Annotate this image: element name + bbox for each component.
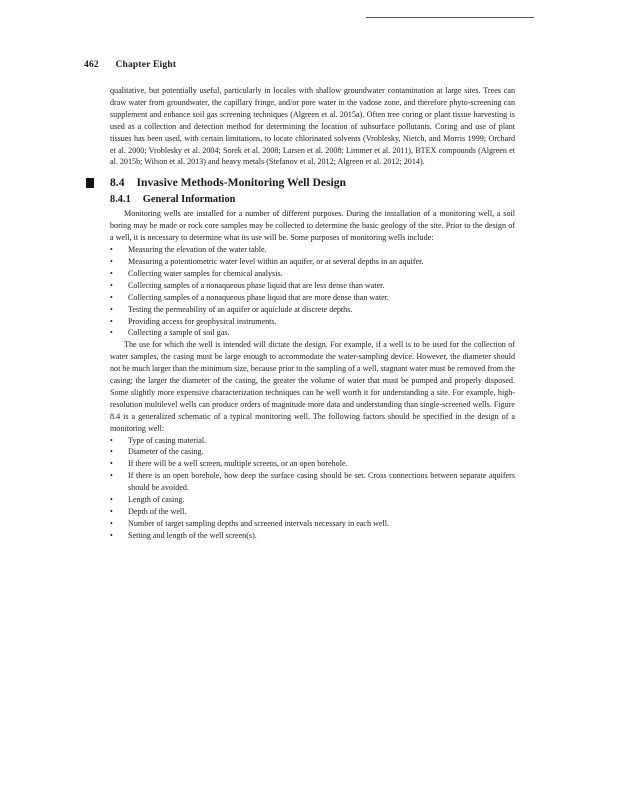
list-item-text: Length of casing. [128,495,185,505]
subsection-number: 8.4.1 [110,194,131,206]
list-item [110,530,515,542]
page-body [110,85,515,542]
list-item-text: Collecting samples of a nonaqueous phase liquid that are less dense than water. [128,280,385,290]
bullet-icon: • [110,507,113,516]
list-item [110,506,515,518]
list-item [110,304,515,316]
bullet-icon: • [110,471,113,481]
list-item [110,268,515,280]
list-item-text: Collecting samples of a nonaqueous phase liquid that are more dense than water. [128,292,389,302]
list-item-text: Depth of the well. [128,507,187,516]
list-item-text: If there will be a well screen, multiple screens, or an open borehole. [128,459,348,469]
subsection-heading [110,193,515,206]
bullet-icon: • [110,518,113,528]
list-item-text: Collecting water samples for chemical analysis. [128,268,283,278]
list-item [110,316,515,328]
design-factors-list [110,435,515,542]
subsection-title: General Information [142,194,236,206]
bullet-icon: • [110,316,113,326]
list-item [110,327,515,339]
paragraph-phyto-screening: qualitative, but potentially useful, particularly in locales with shallow groundwater contamination at large sites. Trees can draw water from groundwater, the capillary fringe, and/or pore water in the vadose zone, and therefore phyto-screening can supplement and enhance soil gas screening techniques (Algreen et al. 2015a). Often tree coring or plant tissue harvesting is used as a collection and detection method for determining the location of subsurface pollutants. Coring and use of plant tissues has been used, with certain limitations, to locate chlorinated solvents (Vroblesky, Nietch, and Morris 1999; Orchard et al. 2000; Vroblesky et al. 2004; Sorek et al. 2008; Larsen et al. 2008; Limmer et al. 2011), BTEX compounds (Algreen et al. 2015b; Wilson et al. 2013) and heavy metals (Stefanov et al. 2012; Algreen et al. 2012; 2014). [110,86,515,167]
list-item [110,446,515,458]
paragraph-monitoring-wells: Monitoring wells are installed for a number of different purposes. During the installation of a monitoring well, a soil boring may be made or rock core samples may be collected to determine the basic geology of the site. Prior to the design of a well, it is necessary to determine what its use will be. Some purposes of monitoring wells include: [110,209,515,243]
list-item-text: Collecting a sample of soil gas. [128,328,230,338]
page-number: 462 [84,60,99,70]
bullet-icon: • [110,530,113,540]
section-number: 8.4 [110,176,125,190]
paragraph-well-design: The use for which the well is intended will dictate the design. For example, if a well is to be used for the collection of water samples, the casing must be large enough to accommodate the water-sampling device. However, the diameter should not be much larger than the minimum size, because prior to the sampling of a well, stagnant water must be removed from the casing; the larger the diameter of the casing, the greater the volume of water that must be pumped and properly disposed. Some slightly more expensive characterization techniques can be well worth it for understanding a site. For example, high-resolution multilevel wells can produce orders of magnitude more data and understanding than single-screened wells. Figure 8.4 is a generalized schematic of a typical monitoring well. The following factors should be specified in the design of a monitoring well: [110,340,515,433]
list-item-text: Providing access for geophysical instruments. [128,316,277,326]
top-rule [366,17,534,18]
list-item-text: Diameter of the casing. [128,447,204,457]
list-item [110,494,515,506]
list-item-text: Testing the permeability of an aquifer or aquiclude at discrete depths. [128,304,353,314]
purposes-list [110,244,515,339]
bullet-icon: • [110,280,113,290]
list-item [110,256,515,268]
section-marker [86,178,94,188]
list-item-text: If there is an open borehole, how deep the surface casing should be set. Cross connections between separate aquifers should be avoided. [128,471,515,493]
list-item [110,292,515,304]
bullet-icon: • [110,328,113,338]
bullet-icon: • [110,245,113,255]
bullet-icon: • [110,292,113,302]
list-item [110,244,515,256]
list-item [110,458,515,470]
list-item [110,518,515,530]
list-item-text: Measuring the elevation of the water table. [128,245,267,255]
section-heading [110,176,515,190]
bullet-icon: • [110,435,113,445]
list-item-text: Type of casing material. [128,435,207,445]
bullet-icon: • [110,447,113,457]
bullet-icon: • [110,495,113,505]
chapter-label: Chapter Eight [115,60,177,70]
bullet-icon: • [110,256,113,266]
list-item-text: Measuring a potentiometric water level within an aquifer, or at several depths in an aquifer. [128,256,424,266]
list-item-text: Setting and length of the well screen(s). [128,530,257,540]
list-item-text: Number of target sampling depths and screened intervals necessary in each well. [128,518,390,528]
list-item [110,435,515,447]
list-item [110,470,515,494]
bullet-icon: • [110,268,113,278]
bullet-icon: • [110,459,113,469]
section-title: Invasive Methods-Monitoring Well Design [136,176,346,190]
bullet-icon: • [110,304,113,314]
list-item [110,280,515,292]
running-head [84,60,176,70]
